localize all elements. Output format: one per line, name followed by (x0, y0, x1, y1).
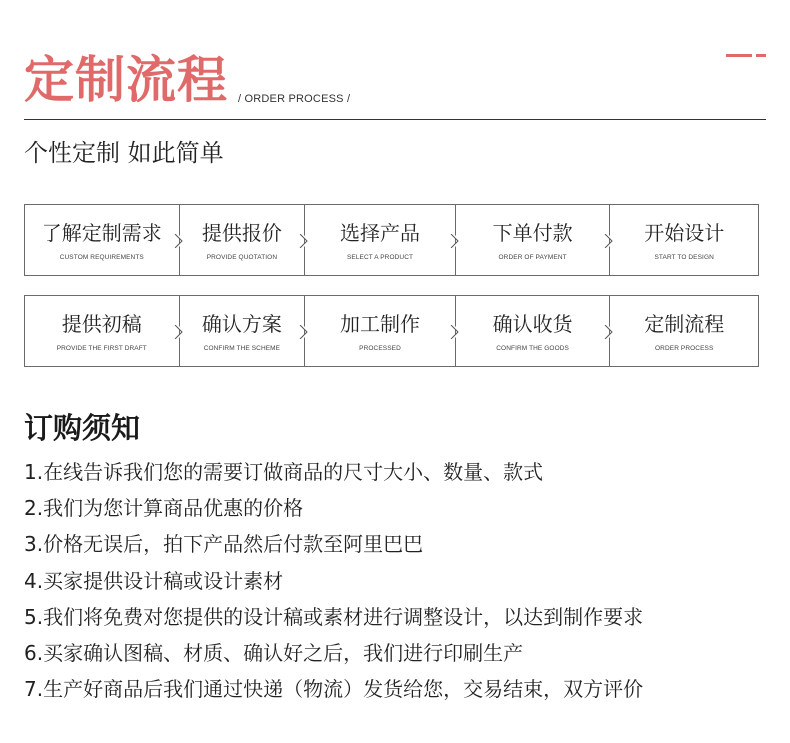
chevron-right-icon (450, 325, 461, 339)
step-label-en: SELECT A PRODUCT (346, 253, 414, 261)
chevron-right-icon (174, 234, 185, 248)
step-label: 定制流程 (644, 311, 725, 336)
notice-item: 7.生产好商品后我们通过快递（物流）发货给您，交易结束，双方评价 (24, 677, 644, 702)
step-first-draft (25, 296, 180, 366)
step-label: 提供报价 (201, 220, 282, 245)
step-label-en: PROCESSED (359, 344, 401, 352)
step-label: 开始设计 (644, 220, 725, 245)
header-divider (24, 119, 766, 120)
step-label-en: PROVIDE QUOTATION (206, 253, 278, 261)
chevron-right-icon (604, 234, 615, 248)
page-subtitle: / ORDER PROCESS / (238, 93, 351, 105)
chevron-right-icon (299, 234, 310, 248)
step-custom-requirements (25, 205, 180, 275)
notice-item: 2.我们为您计算商品优惠的价格 (24, 496, 304, 521)
step-label-en: CUSTOM REQUIREMENTS (59, 253, 144, 261)
notice-item: 5.我们将免费对您提供的设计稿或素材进行调整设计，以达到制作要求 (24, 604, 644, 629)
process-row-1 (24, 204, 759, 276)
step-label-en: START TO DESIGN (654, 253, 714, 261)
notice-title: 订购须知 (24, 411, 141, 445)
process-row-2 (24, 295, 759, 367)
step-label: 下单付款 (492, 220, 573, 245)
notice-item: 4.买家提供设计稿或设计素材 (24, 568, 284, 593)
step-order-process (610, 296, 758, 366)
notice-item: 3.价格无误后，拍下产品然后付款至阿里巴巴 (24, 532, 424, 557)
notice-item: 1.在线告诉我们您的需要订做商品的尺寸大小、数量、款式 (24, 460, 544, 484)
notice-list (24, 454, 643, 707)
notice-item: 6.买家确认图稿、材质、确认好之后，我们进行印刷生产 (24, 641, 524, 666)
step-label-en: CONFIRM THE GOODS (496, 344, 569, 352)
step-label: 了解定制需求 (41, 220, 162, 245)
step-label-en: CONFIRM THE SCHEME (203, 344, 281, 352)
step-label-en: ORDER PROCESS (655, 344, 714, 352)
tagline: 个性定制 如此简单 (24, 139, 224, 167)
step-start-design (610, 205, 758, 275)
chevron-right-icon (299, 325, 310, 339)
step-label-en: PROVIDE THE FIRST DRAFT (56, 344, 147, 352)
step-label: 提供初稿 (61, 311, 142, 336)
step-label: 加工制作 (340, 311, 421, 336)
chevron-right-icon (450, 234, 461, 248)
step-label: 确认方案 (201, 311, 282, 336)
step-order-payment (456, 205, 611, 275)
step-confirm-goods (456, 296, 611, 366)
step-confirm-scheme (180, 296, 306, 366)
step-select-product (305, 205, 456, 275)
step-label: 确认收货 (492, 311, 573, 336)
step-label-en: ORDER OF PAYMENT (498, 253, 567, 261)
chevron-right-icon (174, 325, 185, 339)
step-label: 选择产品 (340, 220, 421, 245)
step-processed (305, 296, 456, 366)
chevron-right-icon (604, 325, 615, 339)
page-title: 定制流程 (24, 51, 228, 109)
step-provide-quotation (180, 205, 306, 275)
